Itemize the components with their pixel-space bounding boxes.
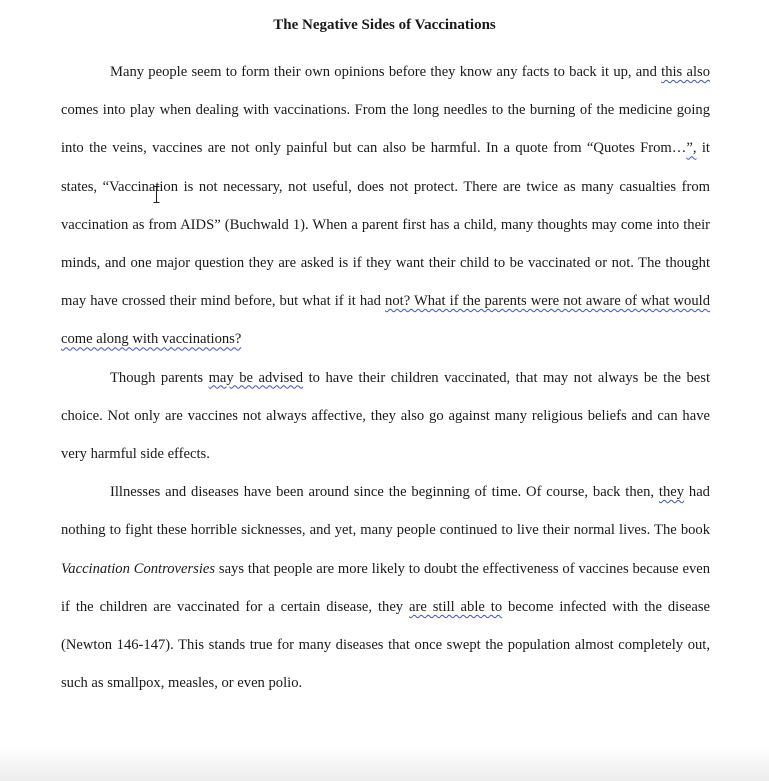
text-run: it states, “Vaccination is not necessary, not useful, does not protect. There are twice as many casualties from vaccination as from AIDS” (Buchwald 1). When a parent first has a child, many thoughts may come into their minds, and one major question they are asked is if they want their child to be vaccinated or not. The thought may have crossed their mind before, but what if it had — [61, 140, 710, 310]
grammar-flagged-text[interactable]: this also — [661, 64, 710, 80]
document-title: The Negative Sides of Vaccinations — [273, 17, 496, 33]
paragraph-1[interactable] — [61, 53, 710, 359]
text-run: says that people are more likely to doubt the effectiveness of vaccines because even if the children are vaccinated for a certain disease, they — [61, 560, 711, 615]
grammar-flagged-text[interactable]: they — [658, 484, 685, 501]
text-run: Illnesses and diseases have been around since the beginning of time. Of course, back then, — [110, 484, 659, 501]
text-run: had nothing to fight these horrible sicknesses, and yet, many people continued to live their normal lives. The book — [61, 484, 710, 539]
text-run: Many people seem to form their own opinions before they know any facts to back it up, and — [110, 64, 662, 80]
paragraph-2[interactable] — [61, 359, 710, 474]
grammar-flagged-text[interactable]: may be advised — [208, 369, 304, 386]
grammar-flagged-text[interactable]: not? What if the parents were not aware of what would come along with vaccinations? — [61, 293, 710, 348]
paragraph-3[interactable] — [61, 473, 710, 702]
text-run: become infected with the disease (Newton 146-147). This stands true for many diseases that once swept the population almost completely out, such as smallpox, measles, or even polio. — [61, 598, 710, 692]
document-body[interactable] — [61, 53, 710, 702]
text-run: comes into play when dealing with vaccinations. From the long needles to the burning of the medicine going into the veins, vaccines are not only painful but can also be harmful. In a quote from “Quotes From… — [61, 102, 710, 157]
text-run: to have their children vaccinated, that may not always be the best choice. Not only are vaccines not always affective, they also go against many religious beliefs and can have very harmful side effects. — [61, 369, 711, 463]
grammar-flagged-text[interactable]: ”, — [686, 140, 697, 157]
text-cursor-icon — [153, 186, 160, 203]
window-bottom-edge — [0, 747, 769, 781]
book-title-italic: Vaccination Controversies — [61, 560, 216, 577]
grammar-flagged-text[interactable]: are still able to — [409, 598, 503, 615]
text-run: Though parents — [110, 369, 209, 386]
